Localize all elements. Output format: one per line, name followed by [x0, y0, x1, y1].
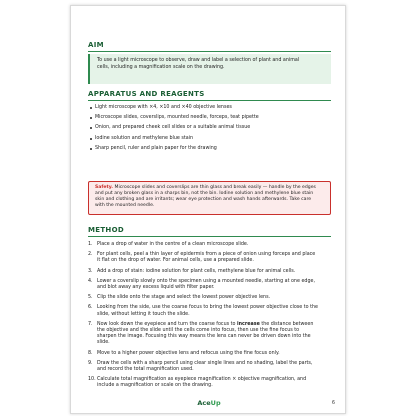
step-text-line: Clip the slide onto the stage and select the lowest power objective lens. [97, 295, 271, 301]
step-number: 9. [88, 360, 93, 366]
step-text-line: include a magnification or scale on the drawing. [97, 383, 213, 389]
step-text-line: Calculate total magnification as eyepiece magnification × objective magnification, and [97, 377, 307, 383]
method-list [88, 242, 331, 390]
list-item: Onion, and prepared cheek cell slides or a suitable animal tissue [88, 125, 331, 131]
worksheet-page [70, 5, 346, 414]
step-text-line: and blot away any excess liquid with filter paper. [97, 285, 215, 291]
step-text-line: slide. [97, 340, 110, 346]
list-item: Light microscope with ×4, ×10 and ×40 objective lenses [88, 105, 331, 111]
step-text-line: it flat on the drop of water. For animal cells, use a prepared slide. [97, 258, 254, 264]
safety-text-line: Microscope slides and coverslips are thin glass and break easily — handle by the edges [113, 185, 316, 190]
safety-box [88, 181, 331, 215]
apparatus-list [88, 105, 331, 156]
step-number: 3. [88, 268, 93, 274]
aim-text-line: cells, including a magnification scale on the drawing. [97, 64, 225, 70]
logo-text-up: Up [210, 399, 221, 407]
page-number: 6 [331, 400, 335, 406]
method-heading: METHOD [88, 226, 331, 237]
step-text-line: Draw the cells with a sharp pencil using clear single lines and no shading, label the parts, [97, 360, 313, 366]
step-number: 7. [88, 321, 93, 327]
step-text-line: sharpen the image. Focusing this way means the lens can never be driven down into the [97, 334, 311, 340]
method-step [88, 377, 331, 389]
step-text-line: Place a drop of water in the centre of a clean microscope slide. [97, 242, 249, 247]
logo-text-ace: Ace [197, 399, 211, 407]
method-step [88, 351, 331, 357]
apparatus-heading: APPARATUS AND REAGENTS [88, 90, 331, 101]
list-item: Iodine solution and methylene blue stain [88, 136, 331, 142]
step-text-line: Looking from the side, use the coarse focus to bring the lowest power objective close to the [97, 305, 318, 311]
aim-box [88, 54, 331, 84]
step-text-line: the objective and the slide until the cells come into focus, then use the fine focus to [97, 328, 300, 334]
method-step [88, 242, 331, 248]
method-step [88, 252, 331, 264]
step-text-line: Move to a higher power objective lens and refocus using the fine focus only. [97, 350, 280, 356]
step-text-line: slide, without letting it touch the slide. [97, 311, 190, 317]
step-text-line: the distance between [259, 321, 314, 327]
aim-heading: AIM [88, 41, 331, 52]
step-number: 8. [88, 350, 93, 356]
list-item: Microscope slides, coverslips, mounted needle, forceps, teat pipette [88, 115, 331, 121]
safety-label: Safety. [95, 185, 114, 190]
step-number: 4. [88, 278, 93, 284]
aim-text-line: To use a light microscope to observe, draw and label a selection of plant and animal [97, 58, 300, 63]
emphasis-increase: increase [236, 321, 260, 327]
aceup-logo [71, 399, 347, 407]
safety-text-line: skin and clothing and are irritants; wear eye protection and wash hands afterwards. Take care [95, 197, 312, 202]
step-text-line: Lower a coverslip slowly onto the specimen using a mounted needle, starting at one edge, [97, 278, 315, 284]
step-text-line: For plant cells, peel a thin layer of epidermis from a piece of onion using forceps and place [97, 252, 316, 258]
method-step [88, 322, 331, 347]
step-text-line: and record the total magnification used. [97, 367, 194, 373]
step-number: 5. [88, 295, 93, 301]
safety-text-line: and put any broken glass in a sharps bin, not the bin. Iodine solution and methylene blue stain [95, 191, 314, 196]
method-step [88, 361, 331, 373]
step-number: 1. [88, 242, 93, 247]
method-step [88, 295, 331, 301]
step-text-line: Add a drop of stain: iodine solution for plant cells, methylene blue for animal cells. [97, 268, 296, 274]
method-step [88, 279, 331, 291]
step-number: 2. [88, 252, 93, 258]
step-text-line: Now look down the eyepiece and turn the coarse focus to [97, 321, 237, 327]
safety-text-line: with the mounted needle. [95, 203, 155, 208]
method-step [88, 305, 331, 317]
step-number: 10. [88, 377, 96, 383]
step-number: 6. [88, 305, 93, 311]
method-step [88, 269, 331, 275]
list-item: Sharp pencil, ruler and plain paper for the drawing [88, 146, 331, 152]
